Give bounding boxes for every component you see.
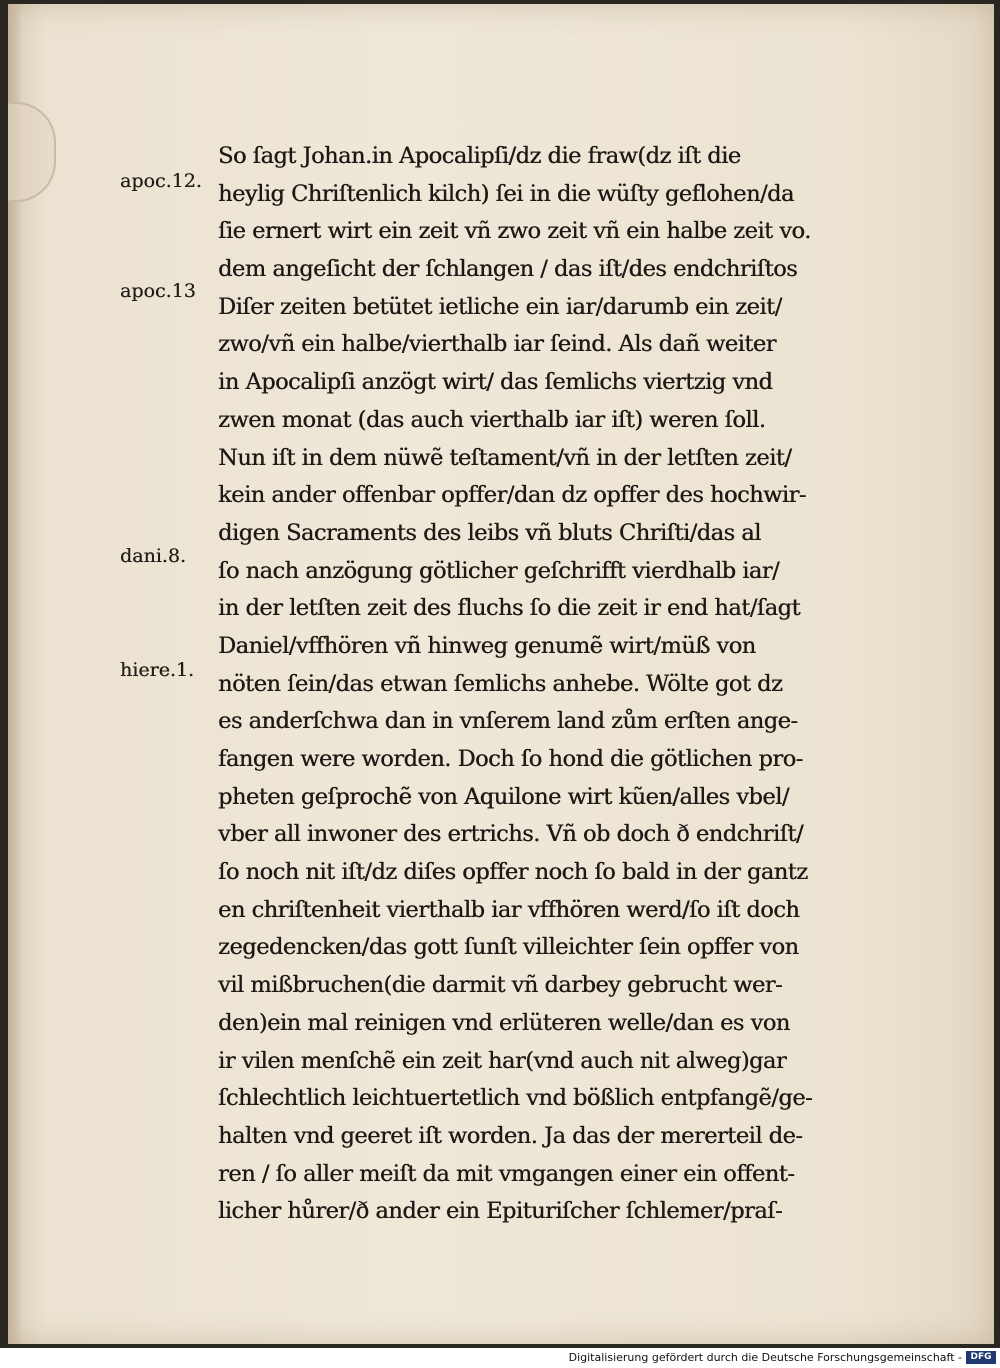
text-line-26: ſchlechtlich leichtuertetlich vnd bößlich entpfangẽ/ge-: [218, 1085, 813, 1112]
text-line-2: heylig Chriſtenlich kilch) ſei in die wüſty geflohen/da: [218, 180, 794, 207]
digitization-footer: [0, 1348, 1000, 1368]
text-line-14: Daniel/vffhören vñ hinweg genumẽ wirt/müß von: [218, 632, 756, 659]
text-line-1: So ſagt Johan.in Apocalipſi/dz die fraw(dz iſt die: [218, 143, 741, 169]
text-line-13: in der letſten zeit des fluchs ſo die zeit ir end hat/ſagt: [218, 595, 800, 622]
marginal-note-hiere1: hiere.1.: [120, 659, 195, 681]
text-line-3: ſie ernert wirt ein zeit vñ zwo zeit vñ ein halbe zeit vo.: [218, 218, 811, 245]
page-gutter-shadow: [8, 4, 22, 1344]
marginal-note-dani8: dani.8.: [120, 545, 186, 567]
text-line-21: en chriſtenheit vierthalb iar vffhören werd/ſo iſt doch: [218, 896, 800, 923]
text-line-5: Diſer zeiten betütet ietliche ein iar/darumb ein zeit/: [218, 293, 782, 320]
text-line-6: zwo/vñ ein halbe/vierthalb iar ſeind. Als dañ weiter: [218, 331, 776, 358]
dfg-credit-text: Digitalisierung gefördert durch die Deutsche Forschungsgemeinschaft -: [568, 1351, 962, 1364]
text-line-25: ir vilen menſchẽ ein zeit har(vnd auch nit alweg)gar: [218, 1047, 787, 1074]
text-line-29: licher hůrer/ð ander ein Epituriſcher ſchlemer/praſ-: [218, 1198, 783, 1225]
text-line-24: den)ein mal reinigen vnd erlüteren welle/dan es von: [218, 1009, 790, 1036]
text-line-27: halten vnd geeret iſt worden. Ja das der mererteil de-: [218, 1122, 803, 1149]
text-line-23: vil mißbruchen(die darmit vñ darbey gebrucht wer-: [218, 972, 783, 999]
page-tab-outline: [8, 102, 56, 202]
text-line-7: in Apocalipſi anzögt wirt/ das ſemlichs viertzig vnd: [218, 369, 773, 396]
text-line-12: ſo nach anzögung götlicher geſchrifft vierdhalb iar/: [218, 557, 780, 584]
text-line-20: ſo noch nit iſt/dz diſes opffer noch ſo bald in der gantz: [218, 859, 808, 886]
text-line-19: vber all inwoner des ertrichs. Vñ ob doch ð endchriſt/: [218, 821, 804, 848]
text-line-8: zwen monat (das auch vierthalb iar iſt) weren ſoll.: [218, 406, 766, 433]
text-line-15: nöten ſein/das etwan ſemlichs anhebe. Wölte got dz: [218, 670, 783, 697]
text-line-28: ren / ſo aller meiſt da mit vmgangen einer ein offent-: [218, 1160, 795, 1187]
text-line-9: Nun iſt in dem nüwẽ teſtament/vñ in der letſten zeit/: [218, 444, 792, 471]
text-line-10: kein ander offenbar opffer/dan dz opffer des hochwir-: [218, 482, 806, 509]
dfg-logo: DFG: [966, 1351, 996, 1364]
book-page: [8, 4, 994, 1344]
marginal-note-apoc12: apoc.12.: [120, 170, 202, 192]
text-line-17: fangen were worden. Doch ſo hond die götlichen pro-: [218, 746, 803, 772]
text-line-16: es anderſchwa dan in vnſerem land zům erſten ange-: [218, 708, 798, 735]
main-text-block: [218, 138, 898, 1231]
marginal-note-apoc13: apoc.13: [120, 280, 196, 302]
text-line-18: pheten geſprochẽ von Aquilone wirt kũen/alles vbel/: [218, 783, 789, 810]
text-line-4: dem angeſicht der ſchlangen / das iſt/des endchriſtos: [218, 256, 798, 283]
text-line-22: zegedencken/das gott ſunſt villeichter ſein opffer von: [218, 934, 799, 961]
text-line-11: digen Sacraments des leibs vñ bluts Chriſti/das al: [218, 519, 761, 546]
